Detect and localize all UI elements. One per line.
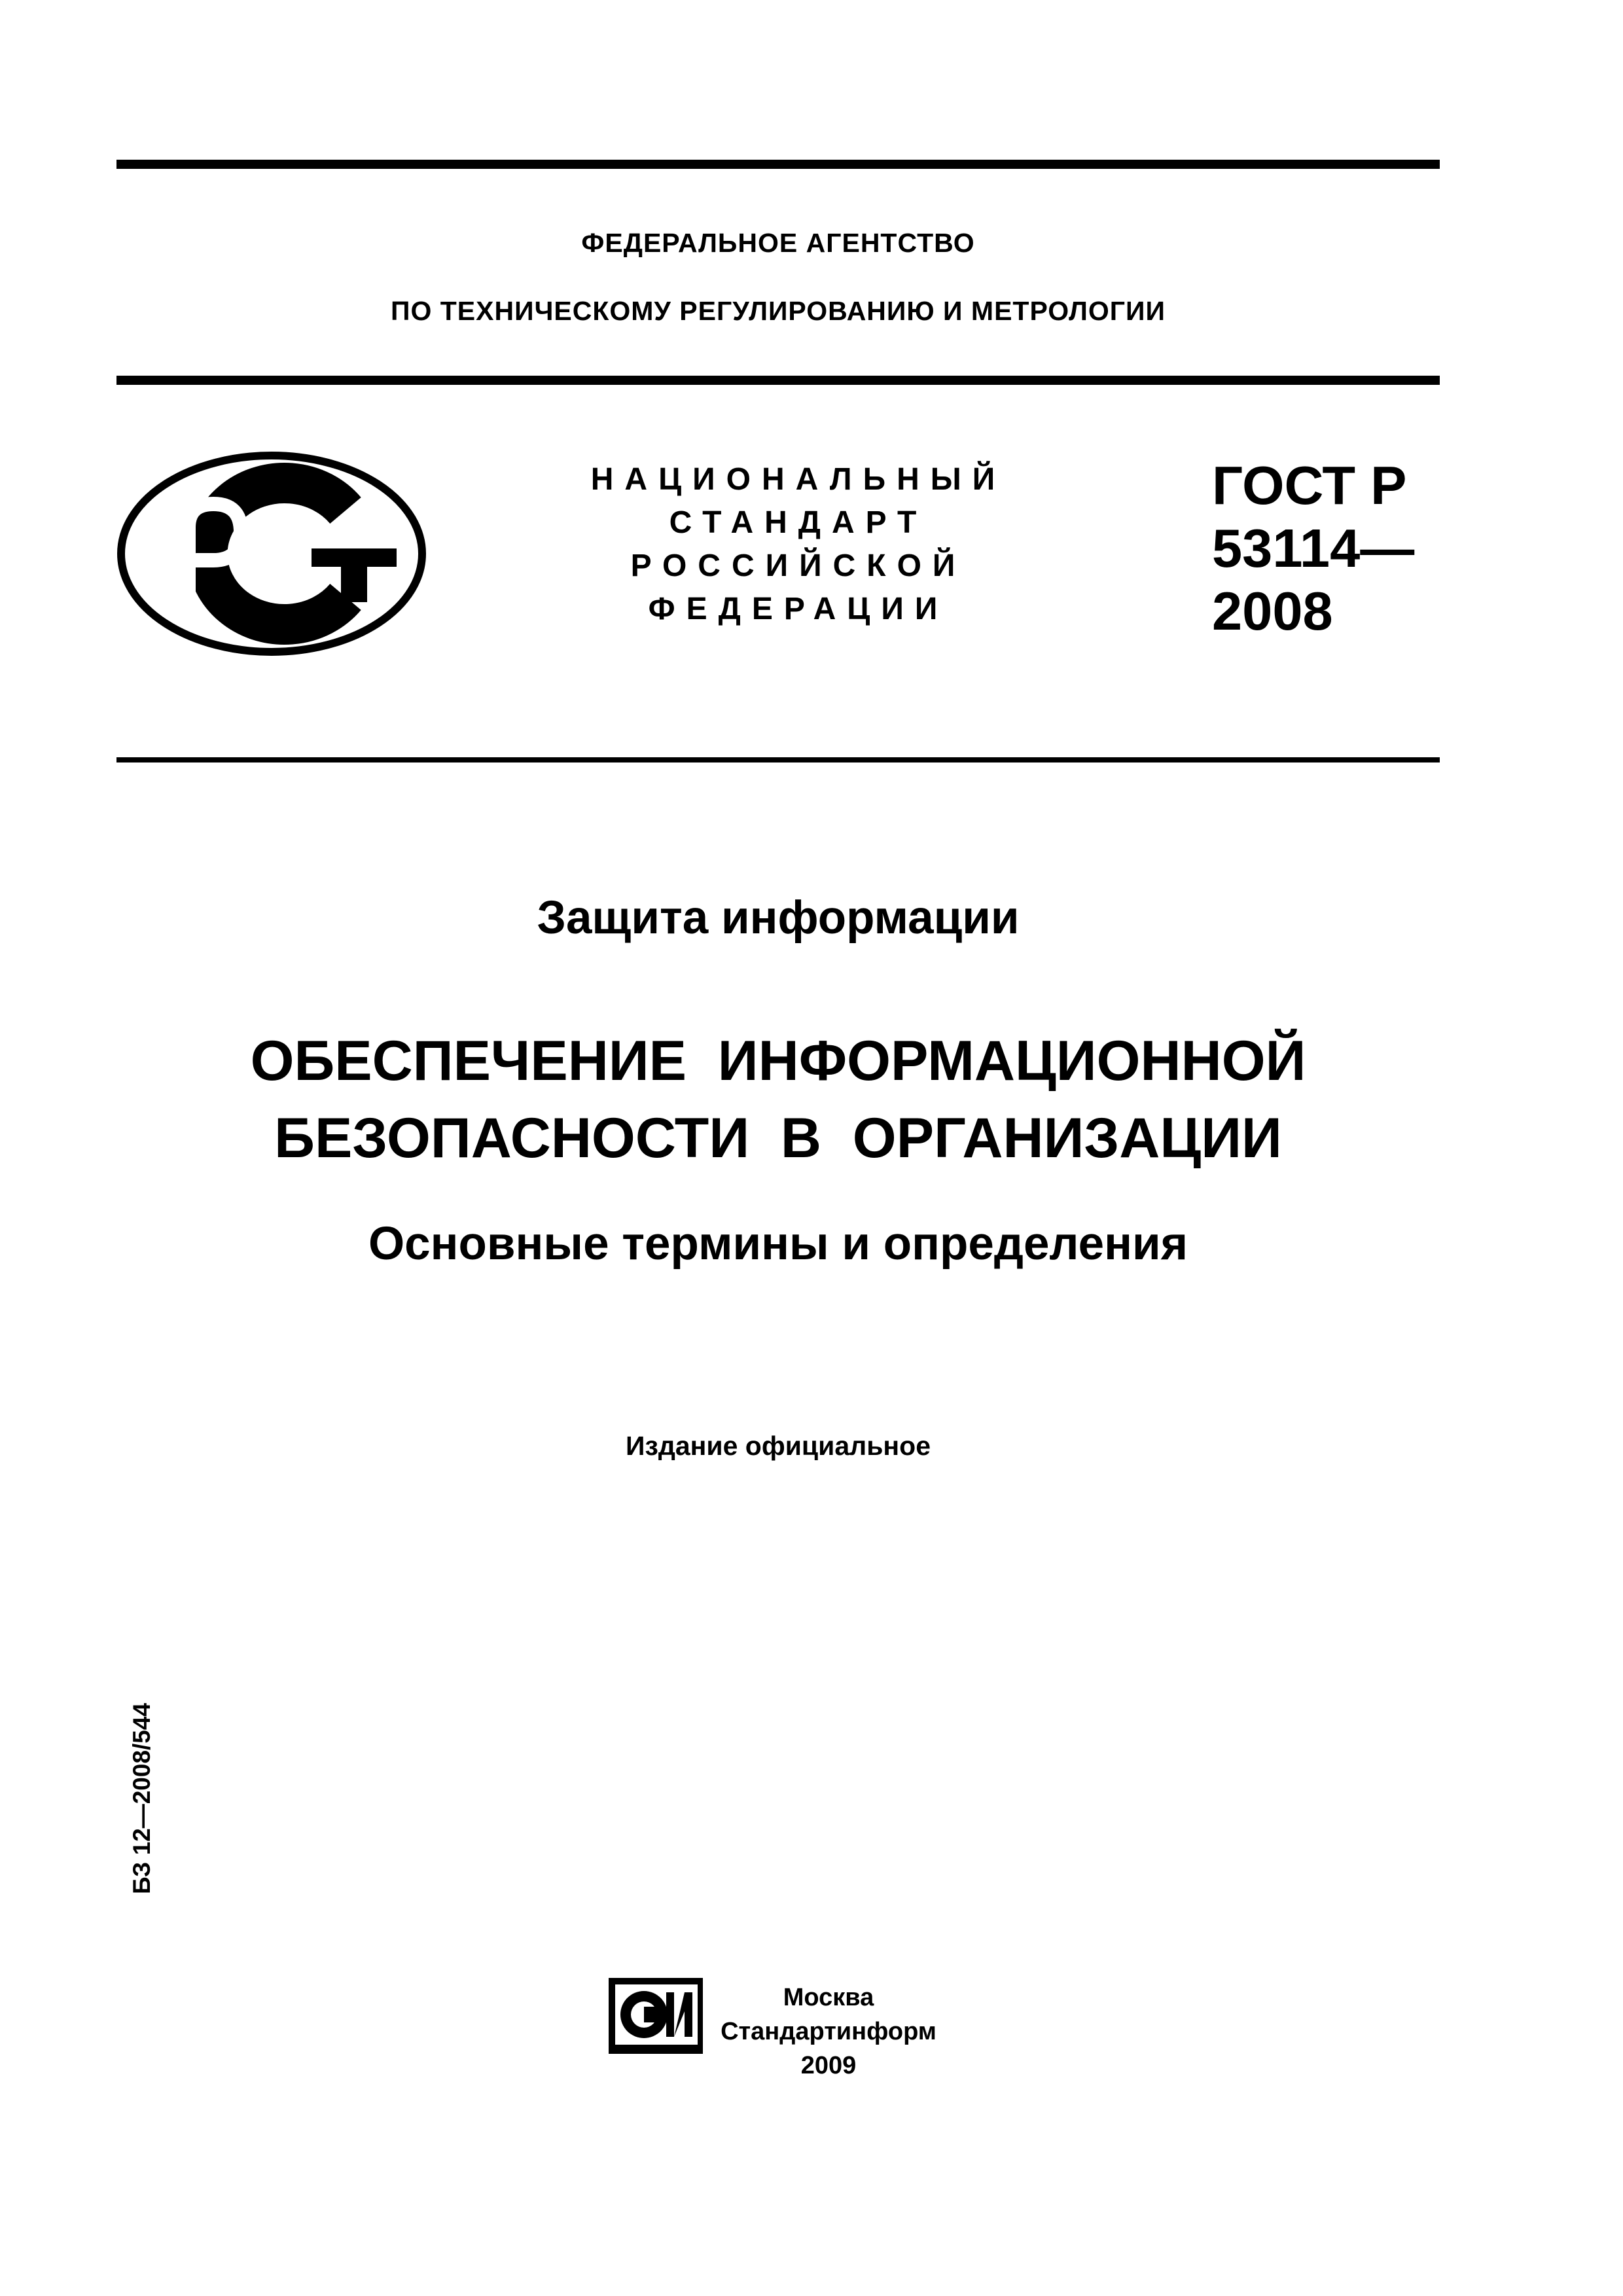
subject-title: Защита информации (537, 892, 1020, 944)
publisher-city: Москва (783, 1984, 874, 2011)
main-title-line-1: ОБЕСПЕЧЕНИЕ ИНФОРМАЦИОННОЙ (250, 1030, 1306, 1092)
national-line-4: ФЕДЕРАЦИИ (648, 592, 949, 626)
main-title-line-2: БЕЗОПАСНОСТИ В ОРГАНИЗАЦИИ (274, 1107, 1282, 1170)
edition-label: Издание официальное (625, 1431, 931, 1461)
publisher-year: 2009 (800, 2052, 857, 2079)
main-title (116, 1022, 1440, 1177)
agency-line-1: ФЕДЕРАЛЬНОЕ АГЕНТСТВО (581, 228, 975, 258)
header-rule (116, 376, 1440, 385)
gost-line-1: ГОСТ Р (1212, 455, 1407, 516)
publisher-block (711, 1981, 946, 2083)
top-rule (116, 160, 1440, 169)
agency-line-2: ПО ТЕХНИЧЕСКОМУ РЕГУЛИРОВАНИЮ И МЕТРОЛОГИИ (391, 296, 1166, 326)
gost-line-3: 2008 (1212, 581, 1333, 641)
national-line-1: НАЦИОНАЛЬНЫЙ (590, 462, 1007, 497)
publisher-name: Стандартинформ (721, 2018, 936, 2045)
title-rule (116, 757, 1440, 762)
rst-certification-mark-icon (115, 450, 428, 657)
side-code: БЗ 12—2008/544 (128, 1702, 155, 1894)
subtitle: Основные термины и определения (368, 1218, 1188, 1270)
national-line-3: РОССИЙСКОЙ (630, 548, 967, 583)
gost-line-2: 53114— (1212, 518, 1415, 579)
standartinform-logo-icon (606, 1975, 705, 2056)
national-standard-label (563, 458, 1034, 631)
gost-designation (1212, 454, 1421, 643)
national-line-2: СТАНДАРТ (669, 505, 928, 540)
